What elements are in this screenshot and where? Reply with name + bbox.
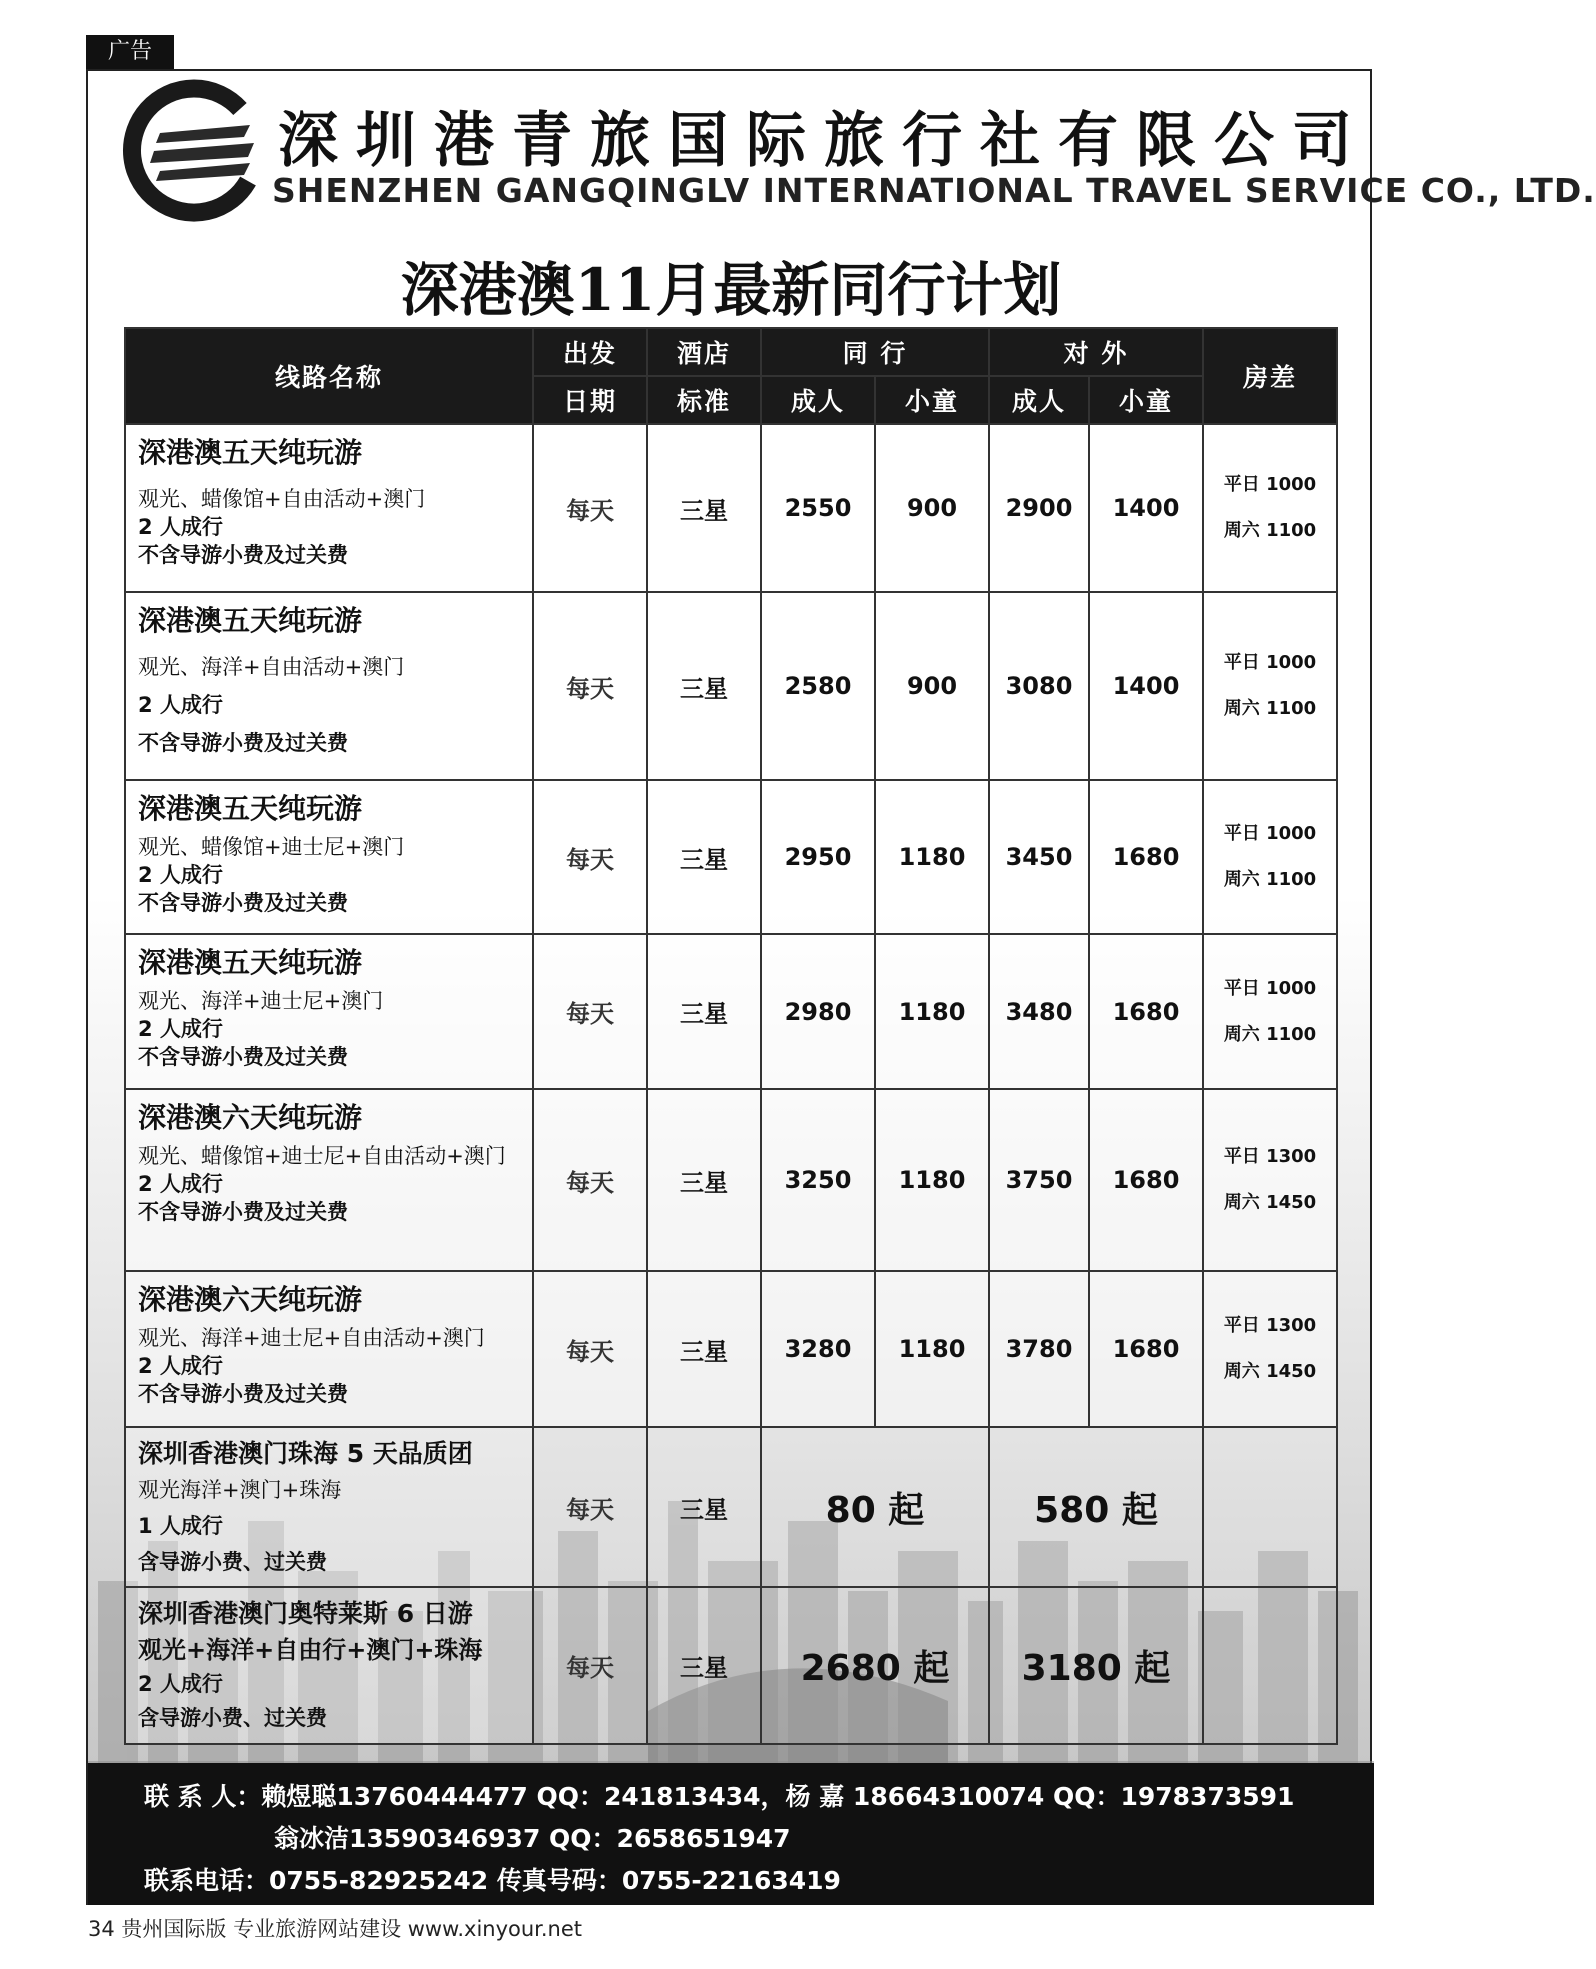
table-row xyxy=(125,1587,1337,1744)
room-diff-saturday: 周六 1100 xyxy=(1223,1023,1317,1045)
route-line: 观光、蜡像馆+迪士尼+自由活动+澳门 xyxy=(138,1144,506,1168)
depart-cell: 每天 xyxy=(533,1271,647,1427)
ad-tag: 广告 xyxy=(86,35,174,69)
room-diff-cell xyxy=(1203,1427,1337,1587)
header-room-diff: 房差 xyxy=(1203,328,1337,424)
room-diff-weekday: 平日 1000 xyxy=(1223,652,1317,673)
room-diff-saturday: 周六 1450 xyxy=(1223,1361,1317,1382)
room-diff-cell xyxy=(1203,1587,1337,1744)
route-line: 观光、蜡像馆+自由活动+澳门 xyxy=(138,487,426,511)
route-line: 2 人成行 xyxy=(138,1672,223,1696)
price-table xyxy=(124,327,1336,1745)
route-line: 观光、海洋+迪士尼+澳门 xyxy=(138,989,384,1013)
hotel-cell: 三星 xyxy=(647,1089,761,1271)
company-name-cn: 深圳港青旅国际旅行社有限公司 xyxy=(278,106,1370,176)
public-child-cell: 1400 xyxy=(1089,424,1203,592)
public-child-cell: 1680 xyxy=(1089,780,1203,934)
hotel-cell: 三星 xyxy=(647,934,761,1089)
peer-price-cell: 80 起 xyxy=(761,1427,989,1587)
route-line: 观光、海洋+迪士尼+自由活动+澳门 xyxy=(138,1326,485,1350)
route-title: 深圳香港澳门奥特莱斯 6 日游 xyxy=(138,1599,473,1628)
contact-bar xyxy=(88,1763,1374,1905)
route-line: 观光、海洋+自由活动+澳门 xyxy=(138,655,405,679)
route-title: 深港澳五天纯玩游 xyxy=(138,436,363,469)
public-adult-cell: 3450 xyxy=(989,780,1089,934)
route-line: 不含导游小费及过关费 xyxy=(138,543,348,567)
peer-child-cell: 900 xyxy=(875,592,989,780)
table-row xyxy=(125,1089,1337,1271)
peer-adult-cell: 2950 xyxy=(761,780,875,934)
route-line: 不含导游小费及过关费 xyxy=(138,1200,348,1224)
route-line: 含导游小费、过关费 xyxy=(138,1550,327,1574)
peer-adult-cell: 2550 xyxy=(761,424,875,592)
room-diff-weekday: 平日 1000 xyxy=(1223,977,1317,999)
public-child-cell: 1680 xyxy=(1089,1271,1203,1427)
route-line: 观光、蜡像馆+迪士尼+澳门 xyxy=(138,835,405,859)
table-row xyxy=(125,934,1337,1089)
table-row xyxy=(125,592,1337,780)
route-line: 2 人成行 xyxy=(138,1017,223,1041)
peer-adult-cell: 3280 xyxy=(761,1271,875,1427)
company-name-en: SHENZHEN GANGQINGLV INTERNATIONAL TRAVEL SERVICE CO., LTD. xyxy=(272,171,1596,210)
public-child-cell: 1680 xyxy=(1089,934,1203,1089)
page-footer: 34 贵州国际版 专业旅游网站建设 www.xinyour.net xyxy=(88,1917,583,1941)
room-diff-weekday: 平日 1000 xyxy=(1223,474,1317,495)
header-depart-1: 出发 xyxy=(533,328,647,376)
contact-persons: 联 系 人：赖煜聪13760444477 QQ：241813434，杨 嘉 18664310074 QQ：1978373591 xyxy=(144,1782,1295,1811)
route-line: 2 人成行 xyxy=(138,1354,223,1378)
depart-cell: 每天 xyxy=(533,780,647,934)
room-diff-saturday: 周六 1100 xyxy=(1223,698,1317,719)
header-hotel-2: 标准 xyxy=(647,376,761,424)
header-public: 对 外 xyxy=(989,328,1203,376)
room-diff-weekday: 平日 1000 xyxy=(1223,823,1317,844)
depart-cell: 每天 xyxy=(533,934,647,1089)
hotel-cell: 三星 xyxy=(647,1587,761,1744)
route-title: 深港澳五天纯玩游 xyxy=(138,604,363,637)
header-peer-child: 小童 xyxy=(875,376,989,424)
public-price-cell: 3180 起 xyxy=(989,1587,1203,1744)
route-title: 深圳香港澳门珠海 5 天品质团 xyxy=(138,1439,473,1468)
peer-child-cell: 900 xyxy=(875,424,989,592)
depart-cell: 每天 xyxy=(533,424,647,592)
header-public-adult: 成人 xyxy=(989,376,1089,424)
contact-person-extra: 翁冰洁13590346937 QQ：2658651947 xyxy=(274,1824,791,1853)
hotel-cell: 三星 xyxy=(647,780,761,934)
route-line: 不含导游小费及过关费 xyxy=(138,1045,348,1069)
peer-child-cell: 1180 xyxy=(875,1089,989,1271)
headline: 深港澳11月最新同行计划 xyxy=(400,256,1062,324)
peer-child-cell: 1180 xyxy=(875,1271,989,1427)
route-title: 深港澳五天纯玩游 xyxy=(138,946,363,979)
depart-cell: 每天 xyxy=(533,1089,647,1271)
table-row xyxy=(125,1271,1337,1427)
depart-cell: 每天 xyxy=(533,592,647,780)
peer-child-cell: 1180 xyxy=(875,780,989,934)
route-line: 2 人成行 xyxy=(138,693,223,717)
public-price-cell: 580 起 xyxy=(989,1427,1203,1587)
route-title: 深港澳五天纯玩游 xyxy=(138,792,363,825)
company-logo-icon xyxy=(118,81,268,221)
advertisement-frame xyxy=(86,69,1596,1905)
header-public-child: 小童 xyxy=(1089,376,1203,424)
table-row xyxy=(125,780,1337,934)
header-route: 线路名称 xyxy=(125,328,533,424)
route-line: 2 人成行 xyxy=(138,1172,223,1196)
public-adult-cell: 3750 xyxy=(989,1089,1089,1271)
room-diff-saturday: 周六 1450 xyxy=(1223,1192,1317,1213)
route-line: 含导游小费、过关费 xyxy=(138,1706,327,1730)
room-diff-saturday: 周六 1100 xyxy=(1223,869,1317,890)
table-row xyxy=(125,424,1337,592)
contact-phone-fax: 联系电话：0755-82925242 传真号码：0755-22163419 xyxy=(144,1866,841,1895)
peer-adult-cell: 3250 xyxy=(761,1089,875,1271)
depart-cell: 每天 xyxy=(533,1427,647,1587)
public-child-cell: 1680 xyxy=(1089,1089,1203,1271)
room-diff-saturday: 周六 1100 xyxy=(1223,520,1317,541)
route-line: 不含导游小费及过关费 xyxy=(138,731,348,755)
room-diff-weekday: 平日 1300 xyxy=(1223,1315,1317,1336)
route-line: 不含导游小费及过关费 xyxy=(138,1382,348,1406)
route-line: 观光+海洋+自由行+澳门+珠海 xyxy=(138,1636,483,1664)
header-hotel-1: 酒店 xyxy=(647,328,761,376)
peer-adult-cell: 2980 xyxy=(761,934,875,1089)
peer-child-cell: 1180 xyxy=(875,934,989,1089)
peer-price-cell: 2680 起 xyxy=(761,1587,989,1744)
table-row xyxy=(125,1427,1337,1587)
depart-cell: 每天 xyxy=(533,1587,647,1744)
header-peer: 同 行 xyxy=(761,328,989,376)
route-line: 不含导游小费及过关费 xyxy=(138,891,348,915)
room-diff-weekday: 平日 1300 xyxy=(1223,1146,1317,1167)
public-adult-cell: 3780 xyxy=(989,1271,1089,1427)
hotel-cell: 三星 xyxy=(647,592,761,780)
route-title: 深港澳六天纯玩游 xyxy=(138,1101,363,1134)
hotel-cell: 三星 xyxy=(647,1427,761,1587)
route-line: 观光海洋+澳门+珠海 xyxy=(138,1478,342,1502)
route-line: 2 人成行 xyxy=(138,863,223,887)
public-adult-cell: 3480 xyxy=(989,934,1089,1089)
header-depart-2: 日期 xyxy=(533,376,647,424)
hotel-cell: 三星 xyxy=(647,424,761,592)
hotel-cell: 三星 xyxy=(647,1271,761,1427)
public-adult-cell: 3080 xyxy=(989,592,1089,780)
route-title: 深港澳六天纯玩游 xyxy=(138,1283,363,1316)
peer-adult-cell: 2580 xyxy=(761,592,875,780)
header-peer-adult: 成人 xyxy=(761,376,875,424)
public-child-cell: 1400 xyxy=(1089,592,1203,780)
public-adult-cell: 2900 xyxy=(989,424,1089,592)
route-line: 1 人成行 xyxy=(138,1514,223,1538)
route-line: 2 人成行 xyxy=(138,515,223,539)
